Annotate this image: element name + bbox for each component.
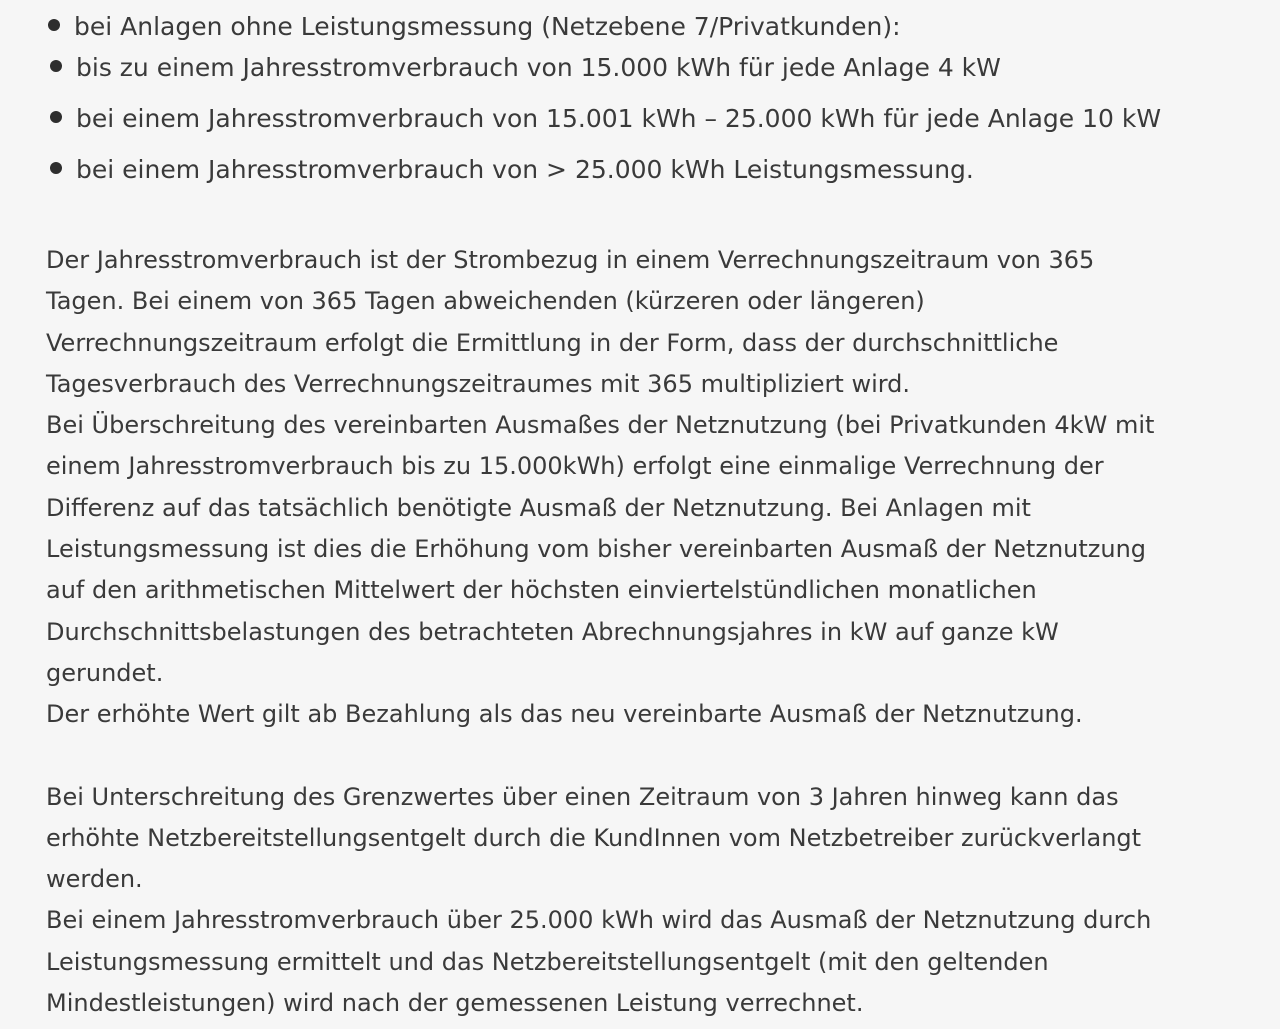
sub-list-item [48, 98, 1280, 139]
sub-list-item-text: bis zu einem Jahresstromverbrauch von 15.000 kWh für jede Anlage 4 kW [76, 53, 1001, 82]
sub-list-item-text: bei einem Jahresstromverbrauch von 15.001 kWh – 25.000 kWh für jede Anlage 10 kW [76, 104, 1162, 133]
list-item-main [46, 6, 1280, 47]
paragraph-power-measurement: Bei einem Jahresstromverbrauch über 25.000 kWh wird das Ausmaß der Netznutzung durch Leistungsmessung ermittelt und das Netzbereitstellungsentgelt (mit den geltenden Mindestleistungen) wird nach der gemessenen Leistung verrechnet. [46, 906, 1152, 1018]
paragraph-new-value: Der erhöhte Wert gilt ab Bezahlung als das neu vereinbarte Ausmaß der Netznutzung. [46, 700, 1083, 729]
paragraph-consumption-definition: Der Jahresstromverbrauch ist der Strombezug in einem Verrechnungszeitraum von 365 Tagen. Bei einem von 365 Tagen abweichenden (kürzeren oder längeren) Verrechnungszeitraum erfolgt die Ermittlung in der Form, dass der durchschnittliche Tagesverbrauch des Verrechnungszeitraumes mit 365 multipliziert wird. [46, 246, 1095, 398]
bullet-list [46, 6, 1280, 47]
paragraph-exceedance: Bei Überschreitung des vereinbarten Ausmaßes der Netznutzung (bei Privatkunden 4kW mit einem Jahresstromverbrauch bis zu 15.000kWh) erfolgt eine einmalige Verrechnung der Differenz auf das tatsächlich benötigte Ausmaß der Netznutzung. Bei Anlagen mit Leistungsmessung ist dies die Erhöhung vom bisher vereinbarten Ausmaß der Netznutzung auf den arithmetischen Mittelwert der höchsten einviertelstündlichen monatlichen Durchschnittsbelastungen des betrachteten Abrechnungsjahres in kW auf ganze kW gerundet. [46, 411, 1155, 687]
sub-list-item-text: bei einem Jahresstromverbrauch von > 25.000 kWh Leistungsmessung. [76, 155, 974, 184]
sub-bullet-list [46, 47, 1280, 190]
paragraph-undercut: Bei Unterschreitung des Grenzwertes über einen Zeitraum von 3 Jahren hinweg kann das erhöhte Netzbereitstellungsentgelt durch die KundInnen vom Netzbetreiber zurückverlangt werden. [46, 782, 1142, 894]
sub-list-item [48, 47, 1280, 88]
sub-list-item [48, 149, 1280, 190]
list-item-main-text: bei Anlagen ohne Leistungsmessung (Netzebene 7/Privatkunden): [74, 12, 901, 41]
